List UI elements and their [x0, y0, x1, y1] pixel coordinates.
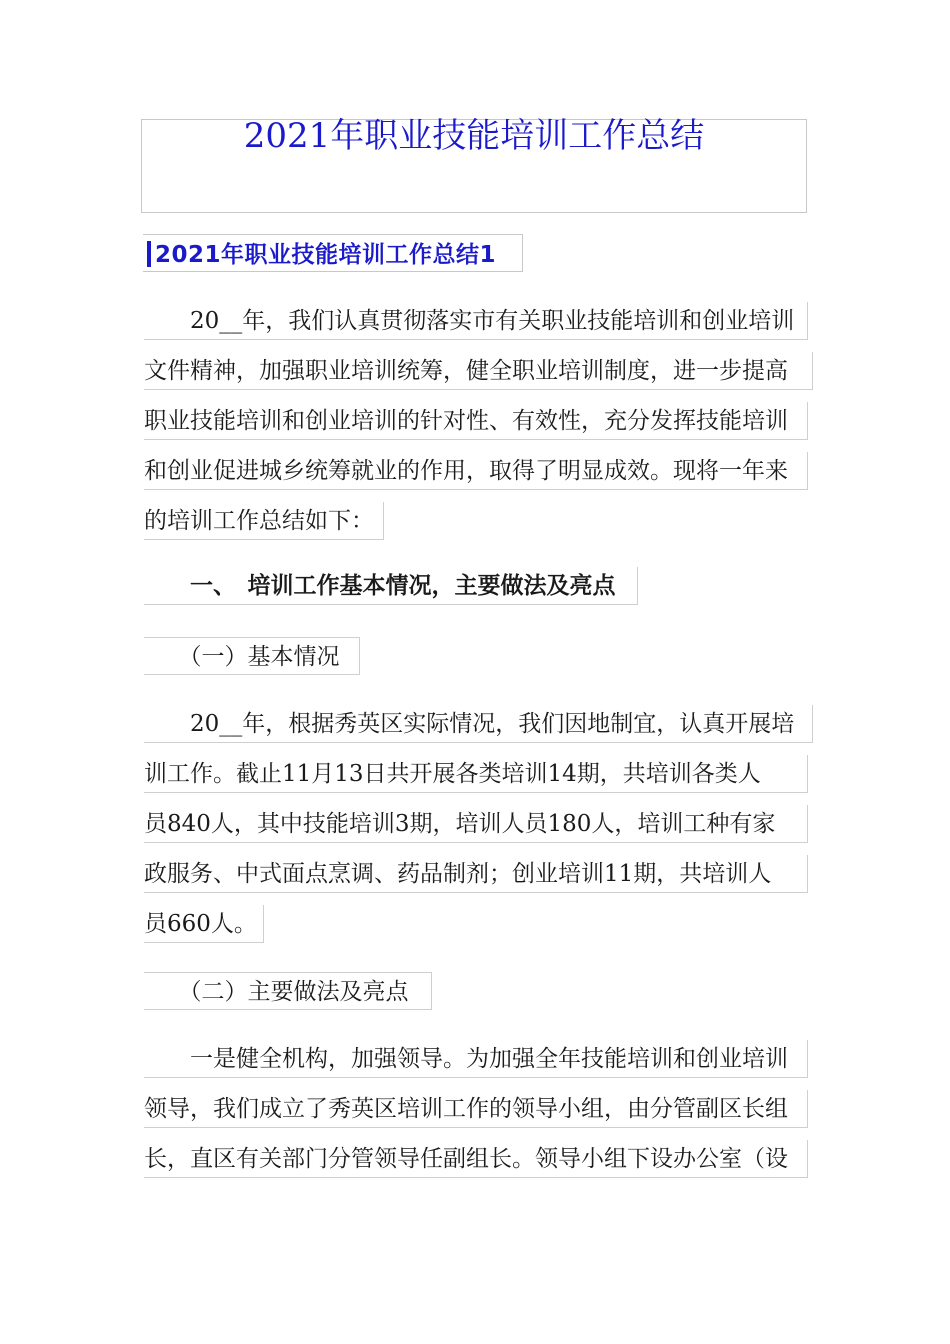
- paragraph-line: 领导，我们成立了秀英区培训工作的领导小组，由分管副区长组: [144, 1090, 808, 1128]
- subheading-basic: （一）基本情况: [144, 637, 360, 675]
- document-title: 2021年职业技能培训工作总结: [243, 116, 705, 156]
- paragraph-line: 文件精神，加强职业培训统筹，健全职业培训制度，进一步提高: [144, 352, 813, 390]
- heading-basic-situation: 一、 培训工作基本情况，主要做法及亮点: [144, 567, 638, 605]
- paragraph-line: 员840人，其中技能培训3期，培训人员180人，培训工种有家: [144, 805, 808, 843]
- section-marker: [147, 241, 151, 267]
- paragraph-line: 员660人。: [144, 905, 264, 943]
- paragraph-line: 政服务、中式面点烹调、药品制剂；创业培训11期，共培训人: [144, 855, 808, 893]
- paragraph-line: 20__年，我们认真贯彻落实市有关职业技能培训和创业培训: [144, 302, 808, 340]
- paragraph-line: 和创业促进城乡统筹就业的作用，取得了明显成效。现将一年来: [144, 452, 808, 490]
- subheading-practices: （二）主要做法及亮点: [144, 972, 432, 1010]
- paragraph-line: 一是健全机构，加强领导。为加强全年技能培训和创业培训: [144, 1040, 808, 1078]
- paragraph-line: 的培训工作总结如下：: [144, 502, 384, 540]
- paragraph-line: 训工作。截止11月13日共开展各类培训14期，共培训各类人: [144, 755, 808, 793]
- paragraph-line: 职业技能培训和创业培训的针对性、有效性，充分发挥技能培训: [144, 402, 808, 440]
- paragraph-line: 长，直区有关部门分管领导任副组长。领导小组下设办公室（设: [144, 1140, 808, 1178]
- section-title: 2021年职业技能培训工作总结1: [155, 242, 497, 268]
- paragraph-line: 20__年，根据秀英区实际情况，我们因地制宜，认真开展培: [144, 705, 813, 743]
